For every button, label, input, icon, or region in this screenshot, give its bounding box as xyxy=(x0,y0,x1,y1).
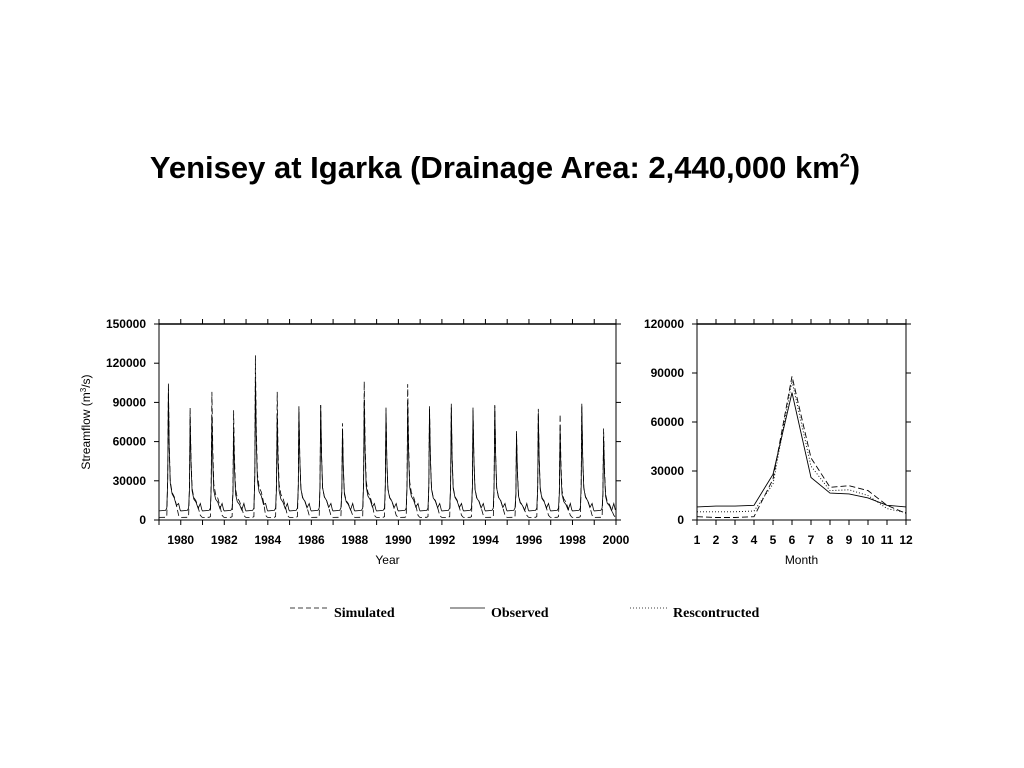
x-tick-label: 1 xyxy=(693,533,701,547)
y-tick-label: 0 xyxy=(677,513,684,527)
y-axis-label-superscript: 3 xyxy=(79,387,88,393)
legend-reconstructed-label: Rescontructed xyxy=(673,606,760,621)
y-tick-label: 60000 xyxy=(650,415,684,429)
x-tick-label: 9 xyxy=(845,533,853,547)
x-tick-label: 2 xyxy=(712,533,720,547)
legend xyxy=(290,606,760,621)
series-simulated-line xyxy=(159,355,615,517)
series-simulated-line xyxy=(697,376,906,517)
x-tick-label: 1988 xyxy=(341,533,369,547)
y-tick-label: 120000 xyxy=(105,356,146,371)
y-axis-label-unit: /s) xyxy=(79,374,93,388)
x-tick-label: 1986 xyxy=(297,533,325,547)
series-rescontructed-line xyxy=(697,381,906,512)
x-tick-label: 1980 xyxy=(167,533,195,547)
title-end: ) xyxy=(849,150,861,185)
x-tick-label: 1992 xyxy=(428,533,456,547)
x-tick-label: 1994 xyxy=(472,533,499,547)
x-axis-label: Year xyxy=(375,553,400,567)
annual-streamflow-chart xyxy=(79,317,630,567)
monthly-climatology-chart xyxy=(644,317,913,567)
plot-frame xyxy=(697,324,906,520)
x-tick-label: 1984 xyxy=(254,533,282,547)
y-axis-label-text: Streamflow (m xyxy=(79,392,93,470)
x-tick-label: 1990 xyxy=(385,533,412,547)
x-tick-label: 1996 xyxy=(515,533,543,547)
x-tick-label: 4 xyxy=(750,533,758,547)
y-tick-label: 90000 xyxy=(112,395,146,410)
x-tick-label: 2000 xyxy=(602,533,630,547)
y-tick-label: 60000 xyxy=(112,434,146,449)
y-tick-label: 0 xyxy=(139,513,146,527)
series-observed-line xyxy=(159,379,615,511)
y-tick-label: 30000 xyxy=(650,464,684,478)
x-axis-label: Month xyxy=(784,553,819,567)
title-superscript: 2 xyxy=(839,150,850,171)
x-tick-label: 6 xyxy=(788,533,796,547)
y-tick-label: 30000 xyxy=(112,473,146,488)
x-tick-label: 1982 xyxy=(210,533,238,547)
plot-frame xyxy=(159,324,616,520)
y-tick-label: 90000 xyxy=(650,366,684,380)
title-text: Yenisey at Igarka (Drainage Area: 2,440,000 km xyxy=(149,150,840,185)
y-tick-label: 150000 xyxy=(105,317,146,331)
series-observed-line xyxy=(697,393,906,507)
y-axis-label xyxy=(79,374,93,469)
y-tick-label: 120000 xyxy=(643,317,684,331)
x-tick-label: 7 xyxy=(807,533,815,547)
x-tick-label: 11 xyxy=(880,533,894,547)
legend-simulated-label: Simulated xyxy=(334,606,395,621)
x-tick-label: 1998 xyxy=(559,533,586,547)
x-tick-label: 12 xyxy=(899,533,913,547)
x-tick-label: 5 xyxy=(769,533,777,547)
x-tick-label: 8 xyxy=(826,533,834,547)
x-tick-label: 3 xyxy=(731,533,739,547)
legend-observed-label: Observed xyxy=(491,606,549,621)
x-tick-label: 10 xyxy=(861,533,875,547)
